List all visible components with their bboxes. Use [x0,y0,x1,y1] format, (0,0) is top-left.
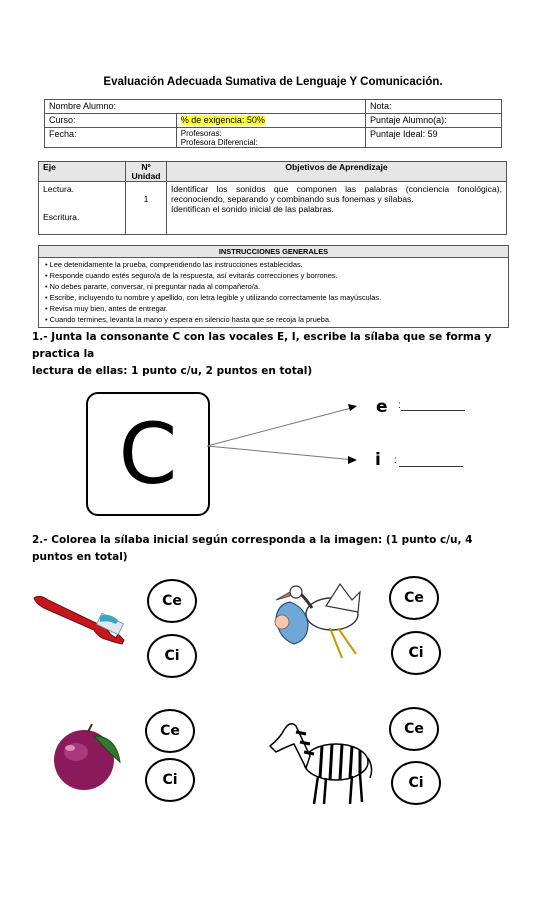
date-field[interactable]: Fecha: [45,128,177,148]
ideal-score-label: Puntaje Ideal: 59 [366,128,502,148]
header-objectives: Objetivos de Aprendizaje [167,162,507,182]
connector-arrows [205,398,365,470]
question-1-line-1: 1.- Junta la consonante C con las vocales E, I, escribe la sílaba que se forma y practica la [32,331,492,360]
syllable-ci-plum[interactable]: Ci [145,758,195,802]
general-instructions [38,245,509,328]
course-field[interactable]: Curso: [45,114,177,128]
instruction-item: • No debes pararte, conversar, ni preguntar nada al compañero/a. [45,282,260,291]
syllable-ce-plum[interactable]: Ce [145,709,195,753]
syllable-ce-toothbrush[interactable]: Ce [147,579,197,623]
question-1-line-2: lectura de ellas: 1 punto c/u, 2 puntos en total) [32,365,313,377]
instruction-item: • Cuando termines, levanta la mano y espera en silencio hasta que se recoja la prueba. [45,315,332,324]
instruction-item: • Lee detenidamente la prueba, comprendiendo las instrucciones establecidas. [45,260,303,269]
teachers-label: Profesoras: [180,129,222,138]
syllable-ci-stork[interactable]: Ci [391,631,441,675]
question-2: 2.- Colorea la sílaba inicial según corresponda a la imagen: (1 punto c/u, 4 puntos en total) [32,534,473,563]
syllable-ce-zebra[interactable]: Ce [389,707,439,751]
answer-line-i[interactable] [399,465,463,467]
exigency-label: % de exigencia: 50% [180,115,265,125]
instruction-item: • Responde cuando estés seguro/a de la respuesta, así evitarás correcciones y borrones. [45,271,338,280]
header-eje: Eje [39,162,126,182]
stork-icon [268,578,368,670]
zebra-icon [266,716,376,808]
student-score-field[interactable]: Puntaje Alumno(a): [366,114,502,128]
instructions-heading: INSTRUCCIONES GENERALES [39,246,508,258]
colon: : [394,455,397,466]
arrow-head-icon [348,404,357,411]
unidad-value: 1 [126,182,167,235]
eje-lectura: Lectura. [43,184,75,194]
instruction-item: • Revisa muy bien, antes de entregar. [45,304,168,313]
arrow-line-i [207,446,355,460]
vowel-e: e [376,397,388,417]
consonant-letter: C [118,405,178,503]
grade-field[interactable]: Nota: [366,100,502,114]
plum-icon [50,722,126,794]
differential-teacher-label: Profesora Diferencial: [180,138,258,147]
student-info-table [44,99,502,148]
consonant-card [86,392,210,516]
objective-1: Identificar los sonidos que componen las palabras (conciencia fonológica), reconociendo, separando y combinando sus fonemas y sílabas. [171,184,502,204]
objective-2: Identifican el sonido inicial de las palabras. [171,204,334,214]
toothbrush-icon [30,592,130,648]
header-unidad: Nº Unidad [126,162,167,182]
syllable-ce-stork[interactable]: Ce [389,576,439,620]
page-title: Evaluación Adecuada Sumativa de Lenguaje Y Comunicación. [103,76,443,88]
objectives-table [38,161,507,235]
arrow-head-icon [348,456,357,464]
eje-escritura: Escritura. [43,212,80,222]
syllable-ci-zebra[interactable]: Ci [391,761,441,805]
answer-line-e[interactable] [401,409,465,411]
colon: : [398,400,401,411]
syllable-ci-toothbrush[interactable]: Ci [147,634,197,678]
arrow-line-e [207,407,355,446]
question-1 [32,329,502,380]
student-name-field[interactable]: Nombre Alumno: [45,100,366,114]
vowel-i: i [375,450,381,470]
instruction-item: • Escribe, incluyendo tu nombre y apellido, con letra legible y utilizando correctamente las mayúsculas. [45,293,382,302]
